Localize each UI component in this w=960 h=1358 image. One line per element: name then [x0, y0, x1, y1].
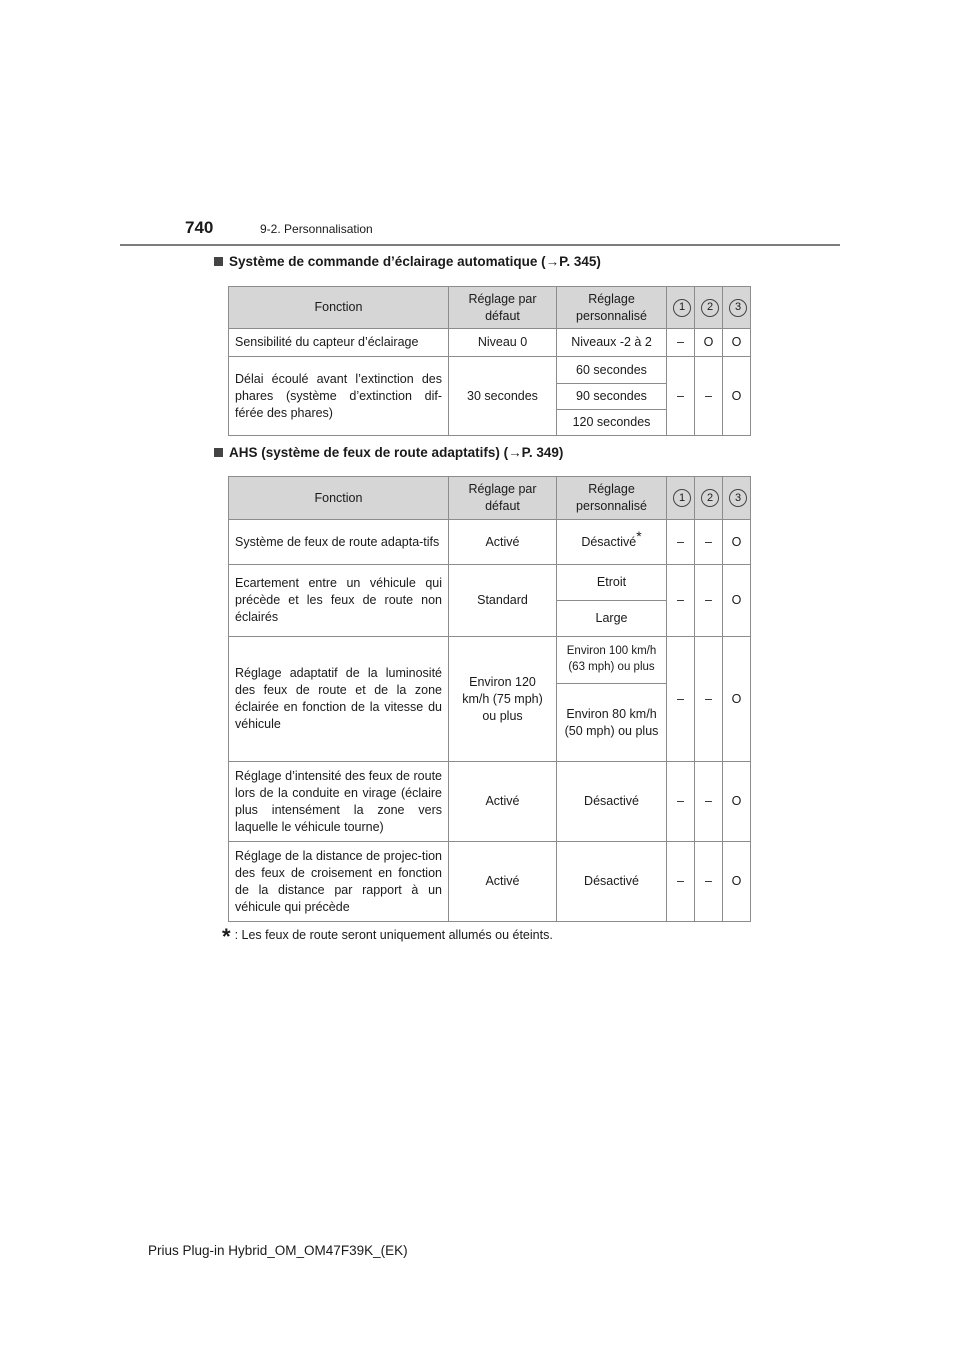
column-header-3	[723, 477, 751, 520]
cell-default: Niveau 0	[449, 329, 557, 357]
cell-custom: 120 secondes	[557, 410, 667, 436]
cell-custom: Environ 100 km/h (63 mph) ou plus	[557, 637, 667, 684]
cell-custom: Désactivé	[557, 762, 667, 842]
cell-fonction: Réglage de la distance de projec-tion des feux de croisement en fonction de la distance par rapport à un véhicule qui précède	[229, 842, 449, 922]
circled-1-icon: 1	[673, 299, 691, 317]
header-rule	[120, 244, 840, 246]
cell-col2: O	[695, 329, 723, 357]
table-header-row	[229, 287, 751, 329]
cell-custom-text: Désactivé	[581, 534, 637, 549]
section-title-auto-lighting	[214, 254, 601, 269]
page-number: 740	[185, 218, 214, 237]
cell-col2: –	[695, 357, 723, 436]
footnote	[222, 924, 553, 949]
cell-custom	[557, 520, 667, 565]
cell-col1: –	[667, 762, 695, 842]
auto-lighting-table	[228, 286, 751, 436]
cell-fonction: Délai écoulé avant l’extinction des phares (système d’extinction dif-férée des phares)	[229, 357, 449, 436]
section-label: 9-2. Personnalisation	[260, 222, 373, 236]
document-footer: Prius Plug-in Hybrid_OM_OM47F39K_(EK)	[148, 1243, 408, 1258]
cell-fonction: Réglage adaptatif de la luminosité des feux de route et de la zone éclairée en fonction de la vitesse du véhicule	[229, 637, 449, 762]
table-row	[229, 842, 751, 922]
cell-custom: Environ 80 km/h (50 mph) ou plus	[557, 684, 667, 762]
circled-3-icon: 3	[729, 299, 747, 317]
column-header-custom: Réglage personnalisé	[557, 287, 667, 329]
cell-col1: –	[667, 520, 695, 565]
column-header-1	[667, 287, 695, 329]
cell-default: Activé	[449, 762, 557, 842]
cell-col1: –	[667, 329, 695, 357]
cell-default: Activé	[449, 842, 557, 922]
footnote-star: *	[222, 924, 231, 949]
table-row	[229, 762, 751, 842]
column-header-2	[695, 287, 723, 329]
cell-col1: –	[667, 565, 695, 637]
cell-default: 30 secondes	[449, 357, 557, 436]
cell-col1: –	[667, 357, 695, 436]
cell-fonction: Réglage d’intensité des feux de route lors de la conduite en virage (éclaire plus intensément la zone vers laquelle le véhicule tourne)	[229, 762, 449, 842]
table-row	[229, 357, 751, 384]
table-row	[229, 565, 751, 601]
square-bullet-icon	[214, 448, 223, 457]
circled-2-icon: 2	[701, 299, 719, 317]
cell-custom: 90 secondes	[557, 384, 667, 410]
footnote-ref-star: *	[636, 527, 642, 544]
cell-col2: –	[695, 520, 723, 565]
cell-default: Activé	[449, 520, 557, 565]
cell-default: Environ 120 km/h (75 mph) ou plus	[449, 637, 557, 762]
circled-2-icon: 2	[701, 489, 719, 507]
circled-3-icon: 3	[729, 489, 747, 507]
table-row	[229, 329, 751, 357]
column-header-1	[667, 477, 695, 520]
cell-col3: O	[723, 520, 751, 565]
cell-col2: –	[695, 565, 723, 637]
cell-fonction: Ecartement entre un véhicule qui précède et les feux de route non éclairés	[229, 565, 449, 637]
cell-col1: –	[667, 637, 695, 762]
cell-default: Standard	[449, 565, 557, 637]
section-title-text: AHS (système de feux de route adaptatifs) (→P. 349)	[229, 445, 564, 460]
column-header-fonction: Fonction	[229, 287, 449, 329]
cell-custom: Large	[557, 601, 667, 637]
cell-custom: Désactivé	[557, 842, 667, 922]
cell-col3: O	[723, 637, 751, 762]
cell-col3: O	[723, 565, 751, 637]
cell-col2: –	[695, 637, 723, 762]
cell-fonction: Système de feux de route adapta-tifs	[229, 520, 449, 565]
cell-custom: Niveaux -2 à 2	[557, 329, 667, 357]
cell-col1: –	[667, 842, 695, 922]
section-title-ahs	[214, 445, 563, 460]
column-header-default: Réglage par défaut	[449, 477, 557, 520]
ahs-table	[228, 476, 751, 922]
column-header-default: Réglage par défaut	[449, 287, 557, 329]
cell-custom: 60 secondes	[557, 357, 667, 384]
column-header-3	[723, 287, 751, 329]
circled-1-icon: 1	[673, 489, 691, 507]
column-header-fonction: Fonction	[229, 477, 449, 520]
table-row	[229, 637, 751, 684]
footnote-text: : Les feux de route seront uniquement allumés ou éteints.	[234, 928, 553, 942]
cell-col2: –	[695, 762, 723, 842]
cell-col3: O	[723, 842, 751, 922]
cell-col2: –	[695, 842, 723, 922]
column-header-2	[695, 477, 723, 520]
table-header-row	[229, 477, 751, 520]
cell-col3: O	[723, 357, 751, 436]
column-header-custom: Réglage personnalisé	[557, 477, 667, 520]
cell-col3: O	[723, 762, 751, 842]
table-row	[229, 520, 751, 565]
cell-col3: O	[723, 329, 751, 357]
cell-fonction: Sensibilité du capteur d’éclairage	[229, 329, 449, 357]
cell-custom: Etroit	[557, 565, 667, 601]
square-bullet-icon	[214, 257, 223, 266]
section-title-text: Système de commande d’éclairage automatique (→P. 345)	[229, 254, 601, 269]
